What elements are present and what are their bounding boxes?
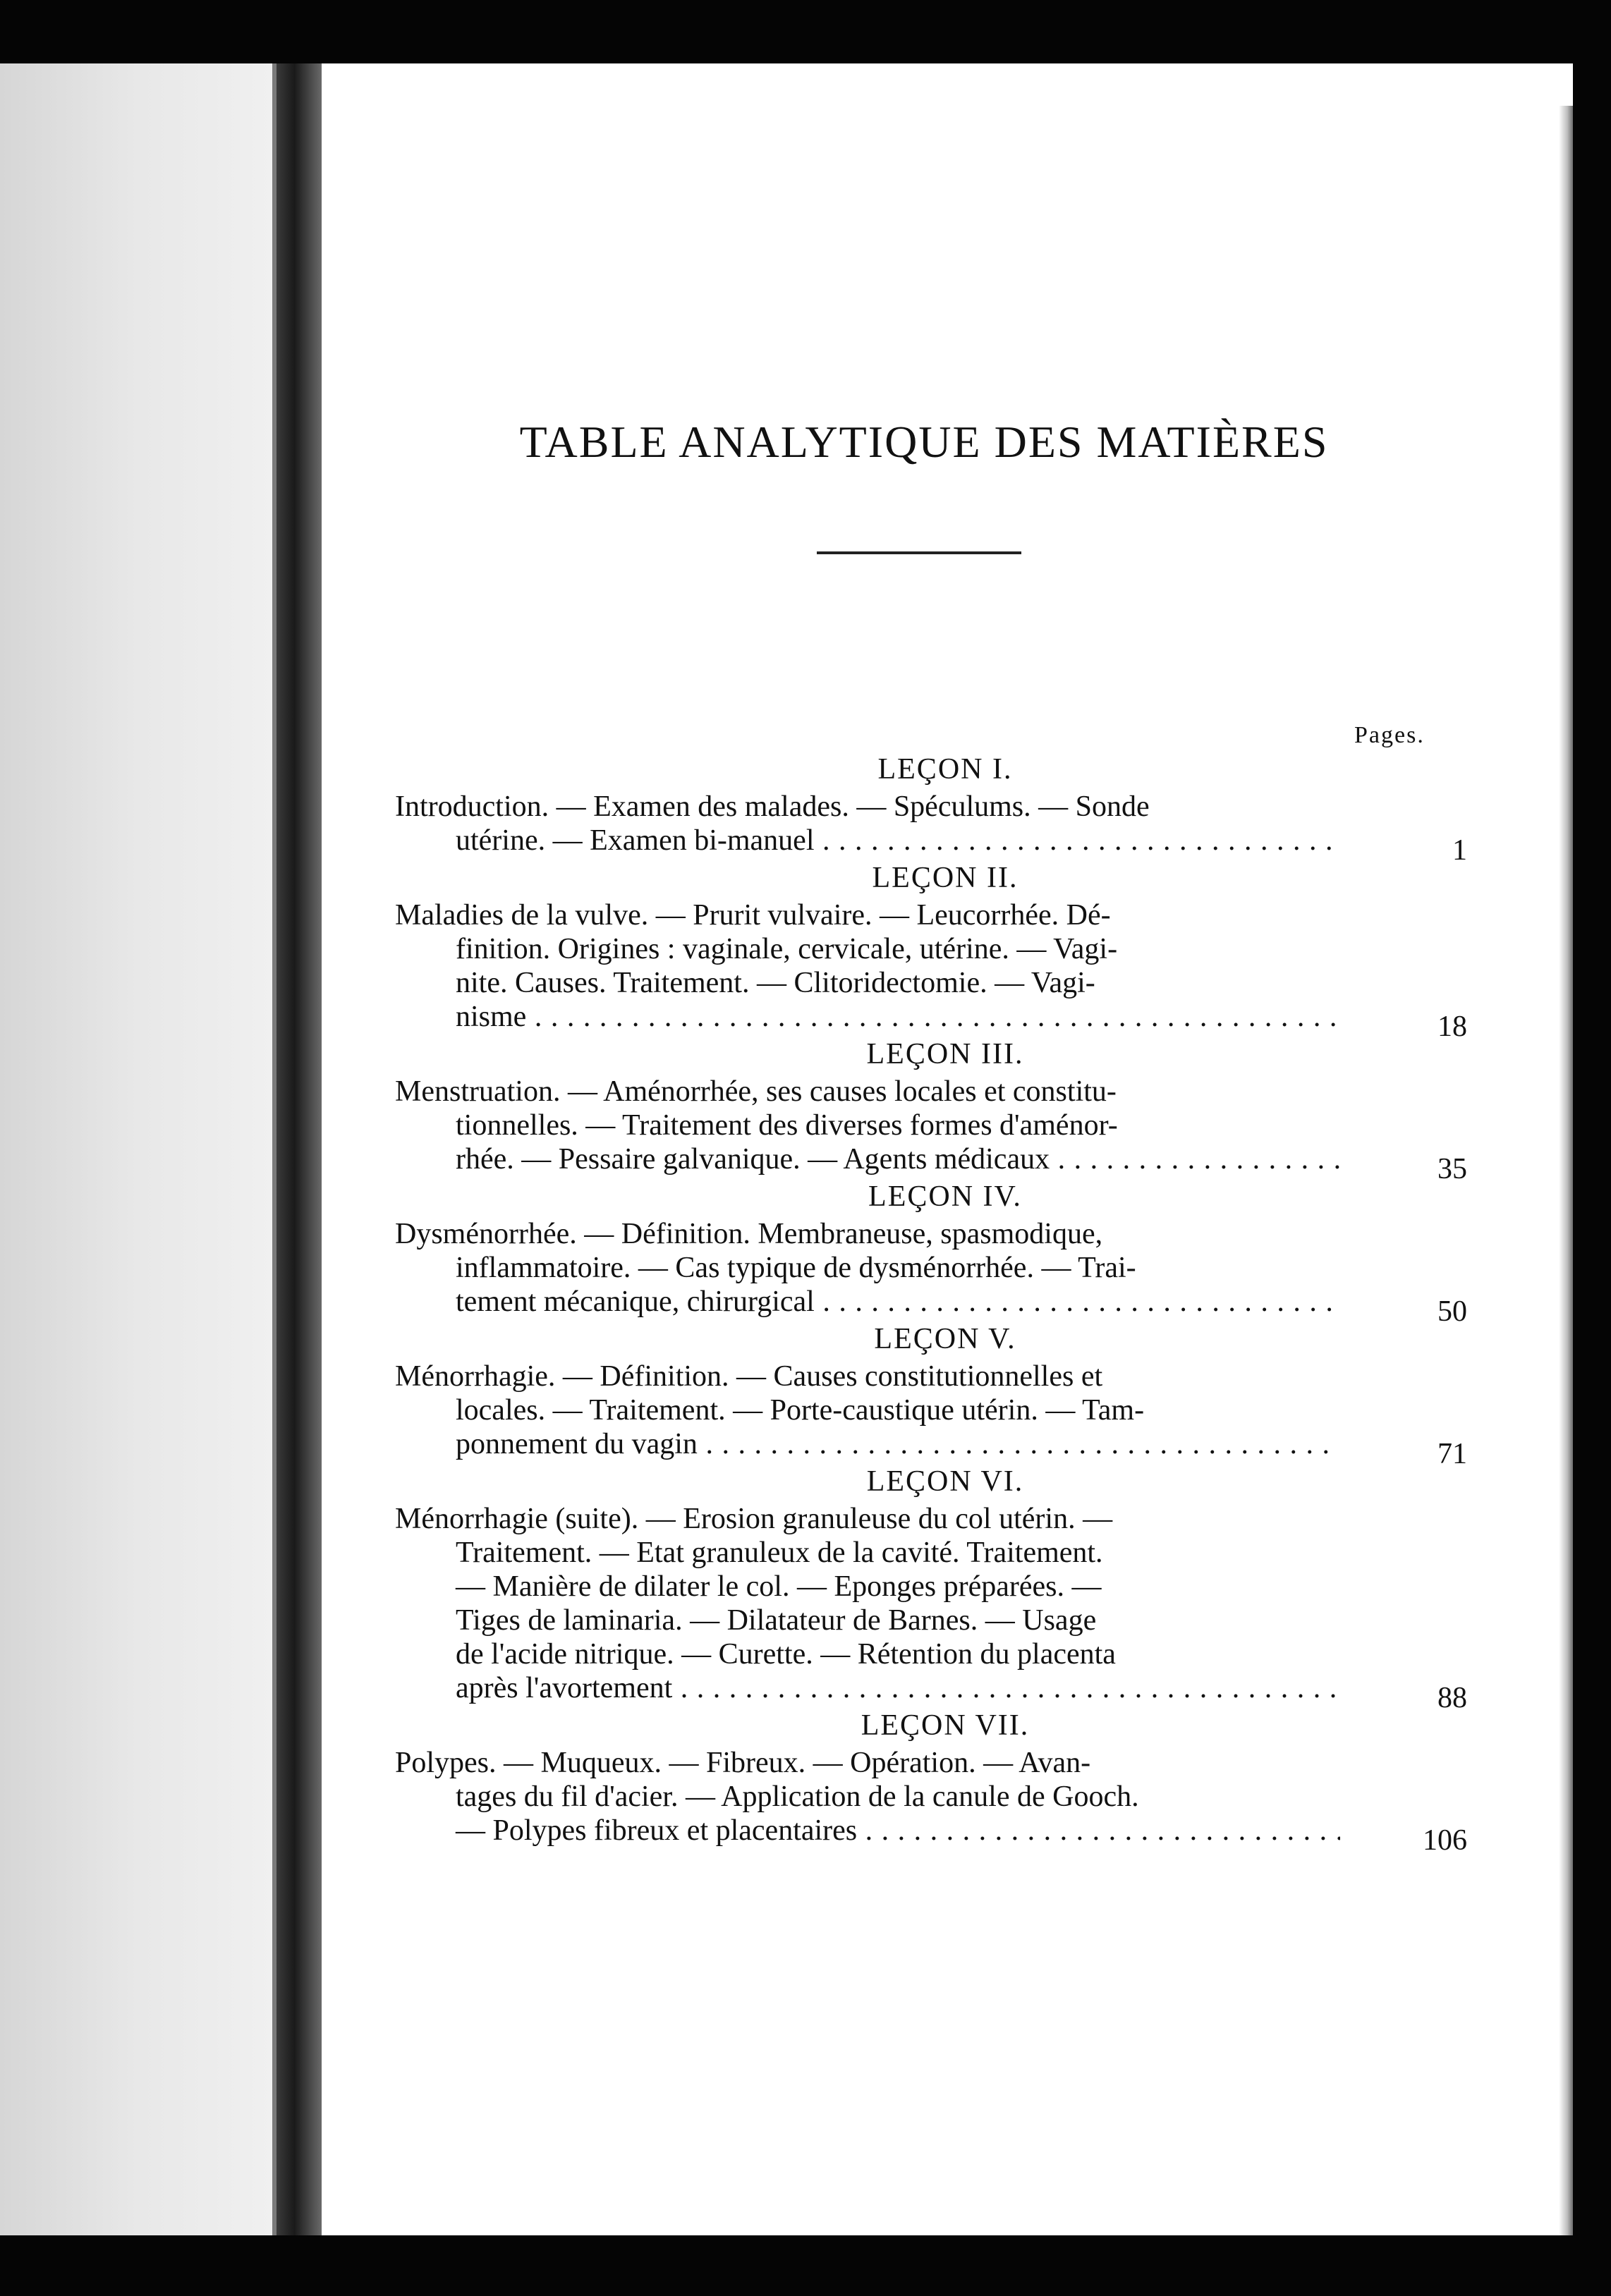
summary-line: Introduction. — Examen des malades. — Spéculums. — Sonde (395, 790, 1150, 823)
lesson-heading: LEÇON VII. (861, 1709, 1030, 1742)
summary-line: Tiges de laminaria. — Dilatateur de Barnes. — Usage (456, 1604, 1097, 1637)
summary-line: nisme . . . (395, 1000, 1340, 1034)
title-divider (817, 551, 1021, 554)
book-gutter (276, 63, 322, 2235)
summary-line: rhée. — Pessaire galvanique. — Agents médicaux . . . (395, 1142, 1340, 1176)
summary-line: de l'acide nitrique. — Curette. — Rétention du placenta (456, 1638, 1116, 1671)
toc-lesson (395, 1034, 1467, 1185)
toc-lesson (395, 1176, 1467, 1328)
summary-line: inflammatoire. — Cas typique de dysménorrhée. — Trai- (456, 1252, 1136, 1284)
lesson-summary (395, 1217, 1467, 1328)
toc-lesson (395, 1461, 1467, 1714)
summary-line: tionnelles. — Traitement des diverses formes d'aménor- (456, 1109, 1118, 1142)
summary-line: finition. Origines : vaginale, cervicale, utérine. — Vagi- (456, 933, 1118, 965)
facing-page (0, 63, 276, 2235)
summary-line: nite. Causes. Traitement. — Clitoridectomie. — Vagi- (456, 967, 1095, 999)
lesson-heading: LEÇON IV. (868, 1180, 1022, 1213)
lesson-summary (395, 790, 1467, 867)
scan-border-top (0, 0, 1611, 63)
summary-line: Menstruation. — Aménorrhée, ses causes locales et constitu- (395, 1075, 1117, 1108)
summary-line: après l'avortement . . . (395, 1671, 1340, 1705)
lesson-heading: LEÇON V. (874, 1323, 1016, 1355)
summary-line: Traitement. — Etat granuleux de la cavité. Traitement. (456, 1537, 1103, 1569)
summary-line: Ménorrhagie. — Définition. — Causes constitutionnelles et (395, 1360, 1103, 1393)
summary-line: Polypes. — Muqueux. — Fibreux. — Opération. — Avan- (395, 1747, 1091, 1779)
scan-border-right (1573, 0, 1611, 2296)
summary-line: — Manière de dilater le col. — Eponges préparées. — (456, 1570, 1102, 1603)
page-title: TABLE ANALYTIQUE DES MATIÈRES (519, 417, 1329, 467)
page-number: 35 (1437, 1153, 1467, 1185)
summary-line: tement mécanique, chirurgical . . . (395, 1285, 1340, 1319)
page-number: 71 (1437, 1438, 1467, 1470)
table-of-contents (395, 749, 1467, 1857)
summary-line: Dysménorrhée. — Définition. Membraneuse, spasmodique, (395, 1218, 1103, 1250)
summary-line: utérine. — Examen bi-manuel . . . (395, 824, 1340, 857)
scan-border-bottom (0, 2235, 1611, 2296)
page-edge-shadow (1559, 106, 1573, 2235)
page-number: 106 (1423, 1824, 1467, 1857)
page-number: 50 (1437, 1295, 1467, 1328)
toc-lesson (395, 749, 1467, 867)
lesson-heading: LEÇON VI. (866, 1465, 1024, 1498)
lesson-heading: LEÇON II. (872, 862, 1019, 894)
pages-column-header: Pages. (1354, 722, 1425, 748)
lesson-summary (395, 898, 1467, 1043)
summary-line: Ménorrhagie (suite). — Erosion granuleuse du col utérin. — (395, 1503, 1113, 1535)
lesson-summary (395, 1360, 1467, 1470)
toc-lesson (395, 1705, 1467, 1857)
summary-line: locales. — Traitement. — Porte-caustique utérin. — Tam- (456, 1394, 1145, 1427)
page-number: 88 (1437, 1682, 1467, 1714)
lesson-summary (395, 1502, 1467, 1714)
lesson-heading: LEÇON I. (877, 753, 1013, 786)
page-number: 18 (1437, 1010, 1467, 1043)
toc-lesson (395, 857, 1467, 1043)
lesson-heading: LEÇON III. (866, 1038, 1024, 1070)
lesson-summary (395, 1075, 1467, 1185)
page-number: 1 (1452, 834, 1467, 867)
lesson-summary (395, 1746, 1467, 1857)
summary-line: Maladies de la vulve. — Prurit vulvaire. — Leucorrhée. Dé- (395, 899, 1111, 932)
summary-line: tages du fil d'acier. — Application de la canule de Gooch. (456, 1781, 1139, 1813)
summary-line: — Polypes fibreux et placentaires . . . (395, 1814, 1340, 1848)
toc-lesson (395, 1319, 1467, 1470)
summary-line: ponnement du vagin . . . (395, 1427, 1340, 1461)
